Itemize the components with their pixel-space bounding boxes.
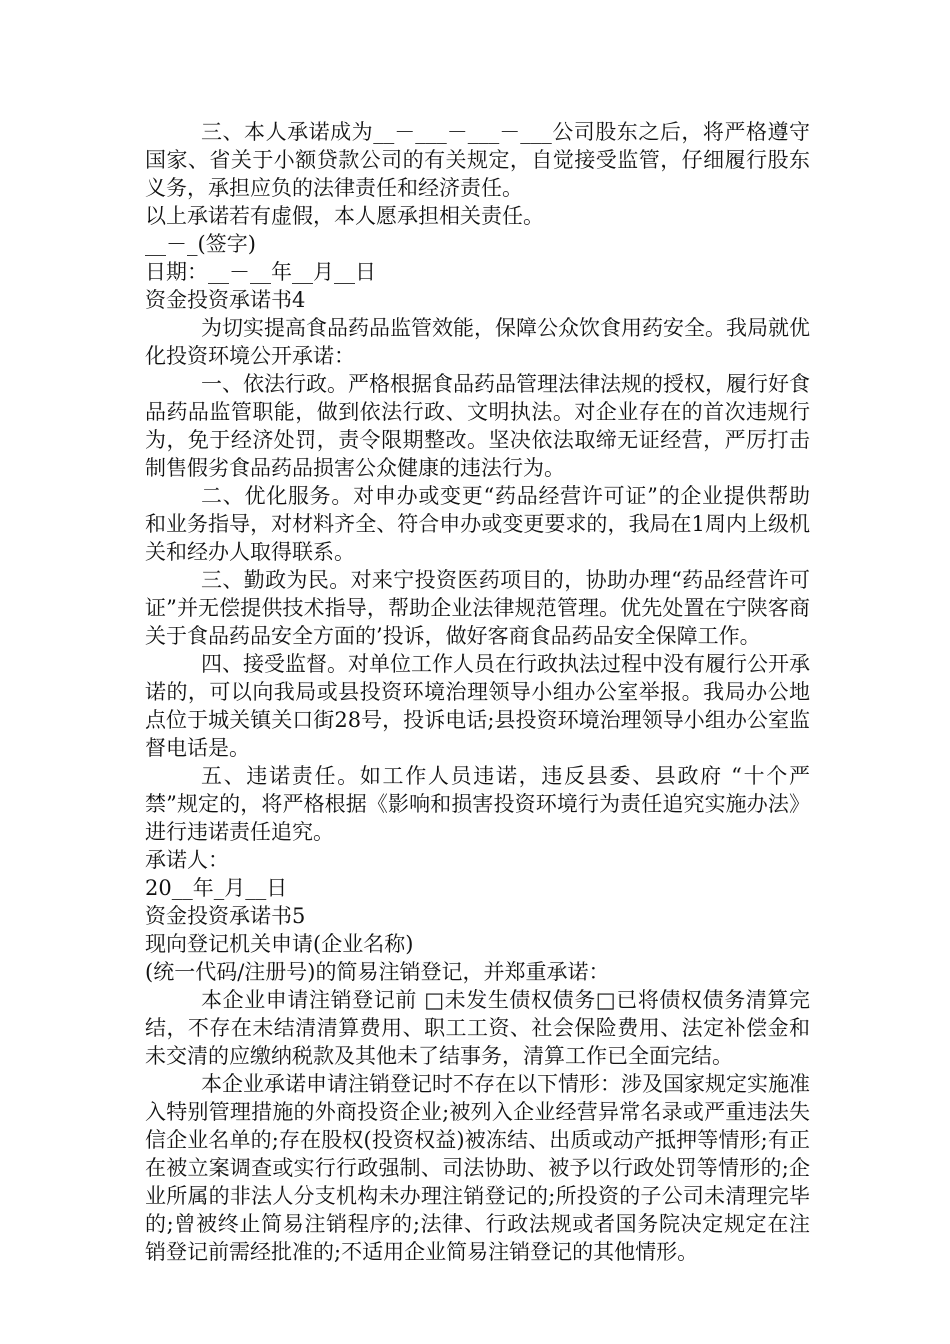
application-line-code: (统一代码/注册号)的简易注销登记，并郑重承诺：	[145, 960, 610, 984]
paragraph-shareholder-commitment: 三、本人承诺成为__－___－___－___公司股东之后，将严格遵守国家、省关于小额贷款公司的有关规定，自觉接受监管，仔细履行股东义务，承担应负的法律责任和经济责任。	[145, 120, 810, 200]
paragraph-item-3: 三、勤政为民。对来宁投资医药项目的，协助办理“药品经营许可证”并无偿提供技术指导，帮助企业法律规范管理。优先处置在宁陕客商关于食品药品安全方面的’投诉，做好客商食品药品安全保障工作。	[145, 568, 810, 648]
paragraph-intro-4: 为切实提高食品药品监管效能，保障公众饮食用药安全。我局就优化投资环境公开承诺：	[145, 316, 810, 368]
signature-line: __－_(签字)	[145, 232, 256, 256]
promisor-line: 承诺人：	[145, 848, 229, 872]
section-heading-4: 资金投资承诺书4	[145, 288, 306, 312]
application-line-company: 现向登记机关申请(企业名称)	[145, 932, 414, 956]
paragraph-item-1: 一、依法行政。严格根据食品药品管理法律法规的授权，履行好食品药品监管职能，做到依法行政、文明执法。对企业存在的首次违规行为，免于经济处罚，责令限期整改。坚决依法取缔无证经营，严厉打击制售假劣食品药品损害公众健康的违法行为。	[145, 372, 810, 480]
paragraph-item-2: 二、优化服务。对申办或变更“药品经营许可证”的企业提供帮助和业务指导，对材料齐全、符合申办或变更要求的，我局在1周内上级机关和经办人取得联系。	[145, 484, 810, 564]
paragraph-debt-settlement: 本企业申请注销登记前 □未发生债权债务□已将债权债务清算完结，不存在未结清清算费用、职工工资、社会保险费用、法定补偿金和未交清的应缴纳税款及其他未了结事务，清算工作已全面完结。	[145, 988, 810, 1068]
document-body	[145, 118, 810, 1266]
paragraph-item-4: 四、接受监督。对单位工作人员在行政执法过程中没有履行公开承诺的，可以向我局或县投资环境治理领导小组办公室举报。我局办公地点位于城关镇关口街28号，投诉电话;县投资环境治理领导小组办公室监督电话是。	[145, 652, 810, 760]
paragraph-item-5: 五、违诺责任。如工作人员违诺，违反县委、县政府 “十个严禁”规定的，将严格根据《影响和损害投资环境行为责任追究实施办法》进行违诺责任追究。	[145, 764, 810, 844]
paragraph-exclusion-conditions: 本企业承诺申请注销登记时不存在以下情形：涉及国家规定实施准入特别管理措施的外商投资企业;被列入企业经营异常名录或严重违法失信企业名单的;存在股权(投资权益)被冻结、出质或动产抵押等情形;有正在被立案调查或实行行政强制、司法协助、被予以行政处罚等情形的;企业所属的非法人分支机构未办理注销登记的;所投资的子公司未清理完毕的;曾被终止简易注销程序的;法律、行政法规或者国务院决定规定在注销登记前需经批准的;不适用企业简易注销登记的其他情形。	[145, 1072, 810, 1264]
date-line: 日期：__－__年__月__日	[145, 260, 376, 284]
promisor-date-line: 20__年_月__日	[145, 876, 288, 900]
paragraph-liability-statement: 以上承诺若有虚假，本人愿承担相关责任。	[145, 204, 544, 228]
section-heading-5: 资金投资承诺书5	[145, 904, 306, 928]
